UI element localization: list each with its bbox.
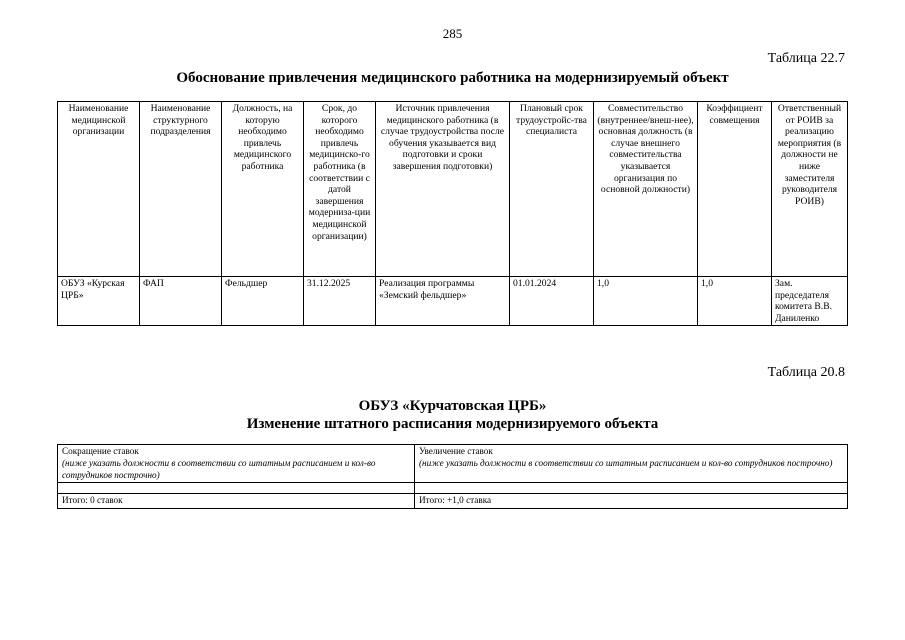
table2-caption: Таблица 20.8	[767, 365, 845, 380]
table1-title: Обоснование привлечения медицинского работника на модернизируемый объект	[176, 70, 729, 86]
reduction-note: (ниже указать должности в соответствии со штатным расписанием и кол-во сотрудников построчно)	[62, 457, 376, 480]
header-org-name: Наименование медицинской организации	[58, 102, 140, 277]
cell-planned-date: 01.01.2024	[510, 277, 594, 326]
table2-title: Изменение штатного расписания модернизируемого объекта	[246, 416, 659, 432]
table2-empty-row	[58, 483, 848, 494]
cell-source: Реализация программы «Земский фельдшер»	[376, 277, 510, 326]
header-coefficient: Коэффициент совмещения	[698, 102, 772, 277]
cell-coefficient: 1,0	[698, 277, 772, 326]
table1-header-row	[58, 102, 848, 277]
reduction-header-cell	[58, 445, 415, 483]
reduction-empty-cell	[58, 483, 415, 494]
increase-header-cell	[415, 445, 848, 483]
table2-org-title: ОБУЗ «Курчатовская ЦРБ»	[358, 398, 547, 414]
cell-deadline: 31.12.2025	[304, 277, 376, 326]
cell-responsible: Зам. председателя комитета В.В. Даниленко	[772, 277, 848, 326]
header-subdivision: Наименование структурного подразделения	[140, 102, 222, 277]
reduction-header: Сокращение ставок	[62, 446, 139, 456]
table2-total-row	[58, 494, 848, 509]
increase-total: Итого: +1,0 ставка	[415, 494, 848, 509]
header-planned-date: Плановый срок трудоустройс-тва специалиста	[510, 102, 594, 277]
header-source: Источник привлечения медицинского работника (в случае трудоустройства после обучения указывается вид подготовки и сроки завершения подготовки)	[376, 102, 510, 277]
header-deadline: Срок, до которого необходимо привлечь медицинско-го работника (в соответствии с датой завершения модерниза-ции медицинской организации)	[304, 102, 376, 277]
reduction-total: Итого: 0 ставок	[58, 494, 415, 509]
cell-part-time: 1,0	[594, 277, 698, 326]
header-part-time: Совместительство (внутреннее/внеш-нее), основная должность (в случае внешнего совместительства указывается организация по основной должности)	[594, 102, 698, 277]
increase-note: (ниже указать должности в соответствии со штатным расписанием и кол-во сотрудников построчно)	[419, 457, 833, 468]
table-row	[58, 277, 848, 326]
justification-table	[57, 101, 848, 326]
header-position: Должность, на которую необходимо привлечь медицинского работника	[222, 102, 304, 277]
increase-header: Увеличение ставок	[419, 446, 493, 456]
header-responsible: Ответственный от РОИВ за реализацию мероприятия (в должности не ниже заместителя руководителя РОИВ)	[772, 102, 848, 277]
cell-org-name: ОБУЗ «Курская ЦРБ»	[58, 277, 140, 326]
increase-empty-cell	[415, 483, 848, 494]
staffing-change-table	[57, 444, 848, 509]
table2-header-row	[58, 445, 848, 483]
page-number: 285	[442, 26, 463, 41]
cell-subdivision: ФАП	[140, 277, 222, 326]
cell-position: Фельдшер	[222, 277, 304, 326]
table1-caption: Таблица 22.7	[767, 51, 845, 66]
